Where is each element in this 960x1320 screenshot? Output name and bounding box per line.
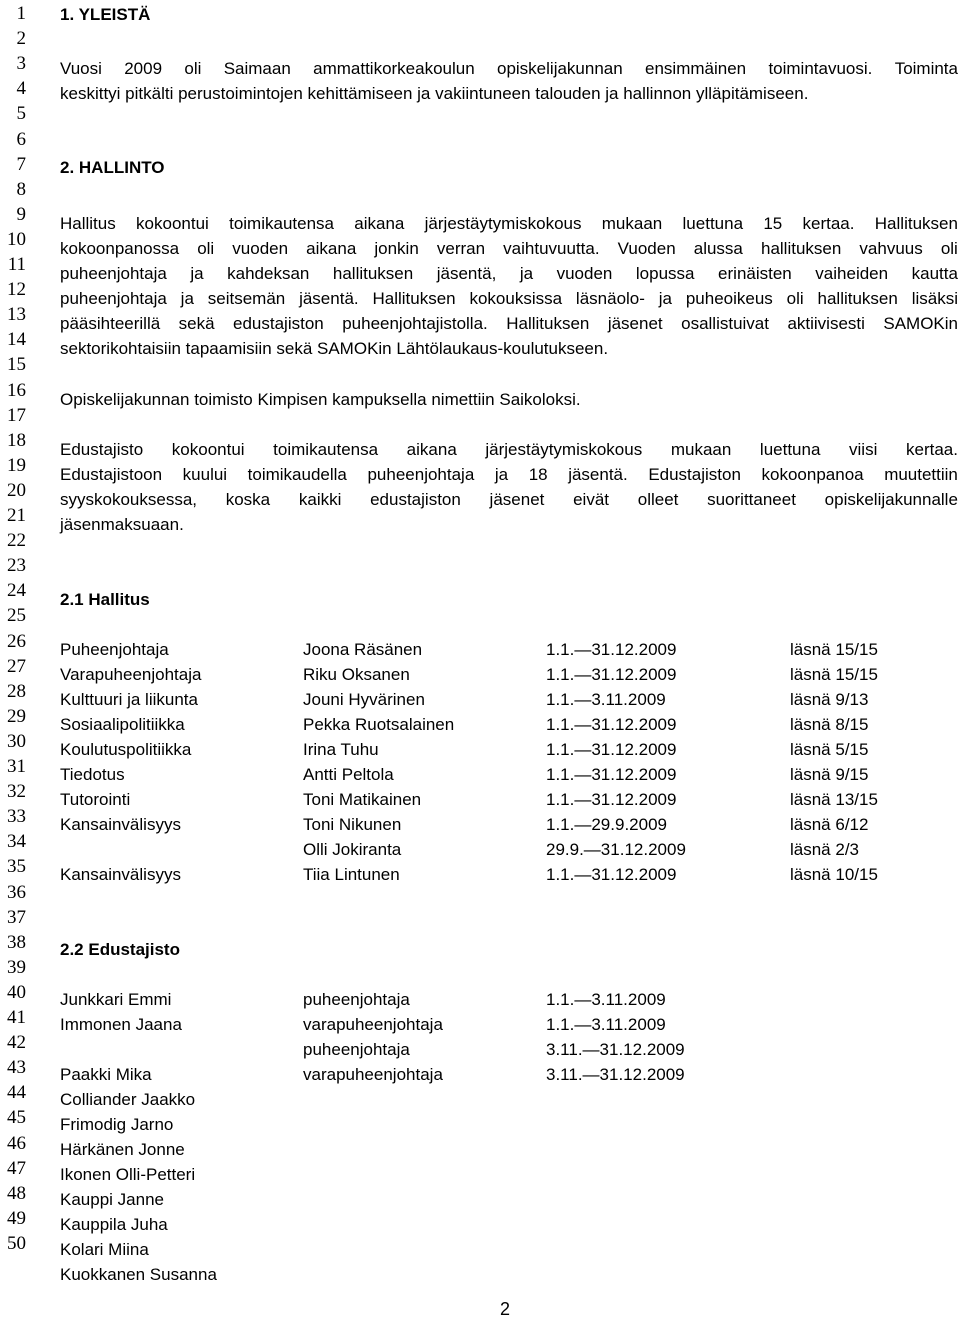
subsection-heading-hallitus: 2.1 Hallitus bbox=[60, 590, 150, 609]
page-number: 2 bbox=[500, 1299, 511, 1319]
line-number: 9 bbox=[16, 204, 26, 225]
member-period: 1.1.—31.12.2009 bbox=[546, 715, 677, 734]
member-role: varapuheenjohtaja bbox=[303, 1015, 443, 1034]
line-number: 23 bbox=[7, 555, 26, 576]
member-role: puheenjohtaja bbox=[303, 990, 410, 1009]
member-attendance: läsnä 10/15 bbox=[790, 865, 878, 884]
member-attendance: läsnä 5/15 bbox=[790, 740, 869, 759]
member-role: Kansainvälisyys bbox=[60, 815, 181, 834]
line-number: 14 bbox=[7, 329, 26, 350]
member-role: Tiedotus bbox=[60, 765, 125, 784]
line-number: 43 bbox=[7, 1057, 26, 1078]
member-name: Tiia Lintunen bbox=[303, 865, 400, 884]
table-row bbox=[60, 1037, 940, 1062]
member-period: 1.1.—31.12.2009 bbox=[546, 790, 677, 809]
line-number: 15 bbox=[7, 354, 26, 375]
member-period: 29.9.—31.12.2009 bbox=[546, 840, 686, 859]
member-period: 1.1.—3.11.2009 bbox=[546, 690, 666, 709]
line-number: 40 bbox=[7, 982, 26, 1003]
paragraph-line: keskittyi pitkälti perustoimintojen kehittämiseen ja vakiintuneen talouden ja hallinnon ylläpitämiseen. bbox=[60, 84, 809, 103]
member-name: Kuokkanen Susanna bbox=[60, 1265, 217, 1284]
line-number: 48 bbox=[7, 1183, 26, 1204]
hallinto-paragraph-2: Opiskelijakunnan toimisto Kimpisen kampuksella nimettiin Saikoloksi. bbox=[60, 390, 581, 409]
line-number: 47 bbox=[7, 1158, 26, 1179]
line-number: 1 bbox=[16, 3, 26, 24]
line-number: 3 bbox=[16, 53, 26, 74]
line-number: 34 bbox=[7, 831, 26, 852]
line-number: 11 bbox=[7, 254, 26, 275]
member-attendance: läsnä 6/12 bbox=[790, 815, 869, 834]
paragraph-line: puheenjohtaja ja seitsemän jäsentä. Hallituksen kokouksissa läsnäolo- ja puheoikeus oli hallituksen lisäksi bbox=[60, 289, 958, 308]
table-row bbox=[60, 712, 940, 737]
table-row bbox=[60, 1012, 940, 1037]
member-name: Ikonen Olli-Petteri bbox=[60, 1165, 196, 1184]
subsection-heading-edustajisto: 2.2 Edustajisto bbox=[60, 940, 180, 959]
member-attendance: läsnä 9/15 bbox=[790, 765, 869, 784]
table-row bbox=[60, 862, 940, 887]
member-role: Kansainvälisyys bbox=[60, 865, 181, 884]
member-role: puheenjohtaja bbox=[303, 1040, 410, 1059]
member-attendance: läsnä 8/15 bbox=[790, 715, 869, 734]
table-row bbox=[60, 662, 940, 687]
table-row bbox=[60, 762, 940, 787]
member-name: Immonen Jaana bbox=[60, 1015, 182, 1034]
line-number: 17 bbox=[7, 405, 26, 426]
member-name: Joona Räsänen bbox=[303, 640, 423, 659]
member-name: Irina Tuhu bbox=[303, 740, 379, 759]
line-number: 26 bbox=[7, 631, 26, 652]
member-role: Sosiaalipolitiikka bbox=[60, 715, 185, 734]
line-number: 28 bbox=[7, 681, 26, 702]
line-number: 27 bbox=[7, 656, 26, 677]
member-name: Härkänen Jonne bbox=[60, 1140, 185, 1159]
member-name: Toni Matikainen bbox=[303, 790, 422, 809]
member-name: Kauppi Janne bbox=[60, 1190, 164, 1209]
member-name: Kauppila Juha bbox=[60, 1215, 168, 1234]
member-name: Kolari Miina bbox=[60, 1240, 149, 1259]
member-name: Riku Oksanen bbox=[303, 665, 410, 684]
member-name: Toni Nikunen bbox=[303, 815, 402, 834]
member-role: Puheenjohtaja bbox=[60, 640, 169, 659]
paragraph-line: Hallitus kokoontui toimikautensa aikana järjestäytymiskokous mukaan luettuna 15 kertaa. Hallituksen bbox=[60, 214, 958, 233]
member-attendance: läsnä 9/13 bbox=[790, 690, 869, 709]
line-number: 6 bbox=[16, 129, 26, 150]
section-heading-yleista: 1. YLEISTÄ bbox=[60, 5, 151, 24]
member-period: 1.1.—29.9.2009 bbox=[546, 815, 667, 834]
line-number: 4 bbox=[16, 78, 26, 99]
line-number: 33 bbox=[7, 806, 26, 827]
line-number: 5 bbox=[16, 103, 26, 124]
member-attendance: läsnä 15/15 bbox=[790, 640, 878, 659]
member-role: Koulutuspolitiikka bbox=[60, 740, 192, 759]
line-number: 29 bbox=[7, 706, 26, 727]
line-number: 46 bbox=[7, 1133, 26, 1154]
member-period: 1.1.—31.12.2009 bbox=[546, 765, 677, 784]
line-number: 2 bbox=[16, 28, 26, 49]
line-number: 16 bbox=[7, 380, 26, 401]
member-name: Paakki Mika bbox=[60, 1065, 152, 1084]
paragraph-line: Vuosi 2009 oli Saimaan ammattikorkeakoulun opiskelijakunnan ensimmäinen toimintavuosi. Toiminta bbox=[60, 59, 958, 78]
line-number: 19 bbox=[7, 455, 26, 476]
paragraph-line: pääsihteerillä sekä edustajiston puheenjohtajistolla. Hallituksen jäsenet osallistuivat aktiivisesti SAMOKin bbox=[60, 314, 958, 333]
table-row bbox=[60, 837, 940, 862]
table-row bbox=[60, 1187, 940, 1212]
table-row bbox=[60, 812, 940, 837]
line-number: 39 bbox=[7, 957, 26, 978]
line-number: 7 bbox=[16, 154, 26, 175]
member-name: Pekka Ruotsalainen bbox=[303, 715, 455, 734]
member-name: Frimodig Jarno bbox=[60, 1115, 174, 1134]
line-number: 38 bbox=[7, 932, 26, 953]
line-number: 13 bbox=[7, 304, 26, 325]
member-period: 3.11.—31.12.2009 bbox=[546, 1065, 685, 1084]
member-name: Junkkari Emmi bbox=[60, 990, 172, 1009]
table-row bbox=[60, 1112, 940, 1137]
member-period: 3.11.—31.12.2009 bbox=[546, 1040, 685, 1059]
member-name: Jouni Hyvärinen bbox=[303, 690, 425, 709]
line-number: 42 bbox=[7, 1032, 26, 1053]
member-role: varapuheenjohtaja bbox=[303, 1065, 443, 1084]
member-name: Colliander Jaakko bbox=[60, 1090, 196, 1109]
line-number: 12 bbox=[7, 279, 26, 300]
line-number: 8 bbox=[16, 179, 26, 200]
line-number: 30 bbox=[7, 731, 26, 752]
table-row bbox=[60, 787, 940, 812]
paragraph-line: Edustajisto kokoontui toimikautensa aikana järjestäytymiskokous mukaan luettuna viisi kertaa. bbox=[60, 440, 958, 459]
member-attendance: läsnä 15/15 bbox=[790, 665, 878, 684]
line-number: 22 bbox=[7, 530, 26, 551]
table-row bbox=[60, 1212, 940, 1237]
line-number: 41 bbox=[7, 1007, 26, 1028]
member-period: 1.1.—3.11.2009 bbox=[546, 1015, 666, 1034]
line-number: 37 bbox=[7, 907, 26, 928]
line-number: 20 bbox=[7, 480, 26, 501]
section-heading-hallinto: 2. HALLINTO bbox=[60, 158, 165, 177]
paragraph-line: puheenjohtaja ja kahdeksan hallituksen jäsentä, ja vuoden lopussa erinäisten vaiheiden kautta bbox=[60, 264, 958, 283]
line-number: 36 bbox=[7, 882, 26, 903]
table-row bbox=[60, 1137, 940, 1162]
line-number: 25 bbox=[7, 605, 26, 626]
member-period: 1.1.—31.12.2009 bbox=[546, 740, 677, 759]
member-attendance: läsnä 13/15 bbox=[790, 790, 878, 809]
paragraph-line: kokoonpanossa oli vuoden aikana jonkin verran vaihtuvuutta. Vuoden alussa hallituksen vahvuus oli bbox=[60, 239, 958, 258]
member-role: Tutorointi bbox=[60, 790, 131, 809]
table-row bbox=[60, 687, 940, 712]
member-role: Varapuheenjohtaja bbox=[60, 665, 202, 684]
line-number: 44 bbox=[7, 1082, 26, 1103]
paragraph-line: sektorikohtaisiin tapaamisiin sekä SAMOKin Lähtölaukaus-koulutukseen. bbox=[60, 339, 609, 358]
table-row bbox=[60, 637, 940, 662]
table-row bbox=[60, 1262, 940, 1287]
line-number: 49 bbox=[7, 1208, 26, 1229]
table-row bbox=[60, 1237, 940, 1262]
table-row bbox=[60, 1062, 940, 1087]
paragraph-line: Edustajistoon kuului toimikaudella puheenjohtaja ja 18 jäsentä. Edustajiston kokoonpanoa muutettiin bbox=[60, 465, 958, 484]
member-period: 1.1.—31.12.2009 bbox=[546, 640, 677, 659]
member-attendance: läsnä 2/3 bbox=[790, 840, 859, 859]
line-number: 31 bbox=[7, 756, 26, 777]
line-number: 21 bbox=[7, 505, 26, 526]
member-name: Antti Peltola bbox=[303, 765, 394, 784]
paragraph-line: jäsenmaksuaan. bbox=[60, 515, 184, 534]
table-row bbox=[60, 987, 940, 1012]
line-number: 35 bbox=[7, 856, 26, 877]
line-number: 18 bbox=[7, 430, 26, 451]
paragraph-line: syyskokouksessa, koska kaikki edustajiston jäsenet eivät olleet suorittaneet opiskelijakunnalle bbox=[60, 490, 958, 509]
line-number: 32 bbox=[7, 781, 26, 802]
member-period: 1.1.—31.12.2009 bbox=[546, 865, 677, 884]
line-number: 10 bbox=[7, 229, 26, 250]
member-role: Kulttuuri ja liikunta bbox=[60, 690, 198, 709]
table-row bbox=[60, 1087, 940, 1112]
table-row bbox=[60, 1162, 940, 1187]
line-number: 24 bbox=[7, 580, 26, 601]
member-name: Olli Jokiranta bbox=[303, 840, 402, 859]
table-row bbox=[60, 737, 940, 762]
line-number: 50 bbox=[7, 1233, 26, 1254]
line-number: 45 bbox=[7, 1107, 26, 1128]
member-period: 1.1.—3.11.2009 bbox=[546, 990, 666, 1009]
member-period: 1.1.—31.12.2009 bbox=[546, 665, 677, 684]
